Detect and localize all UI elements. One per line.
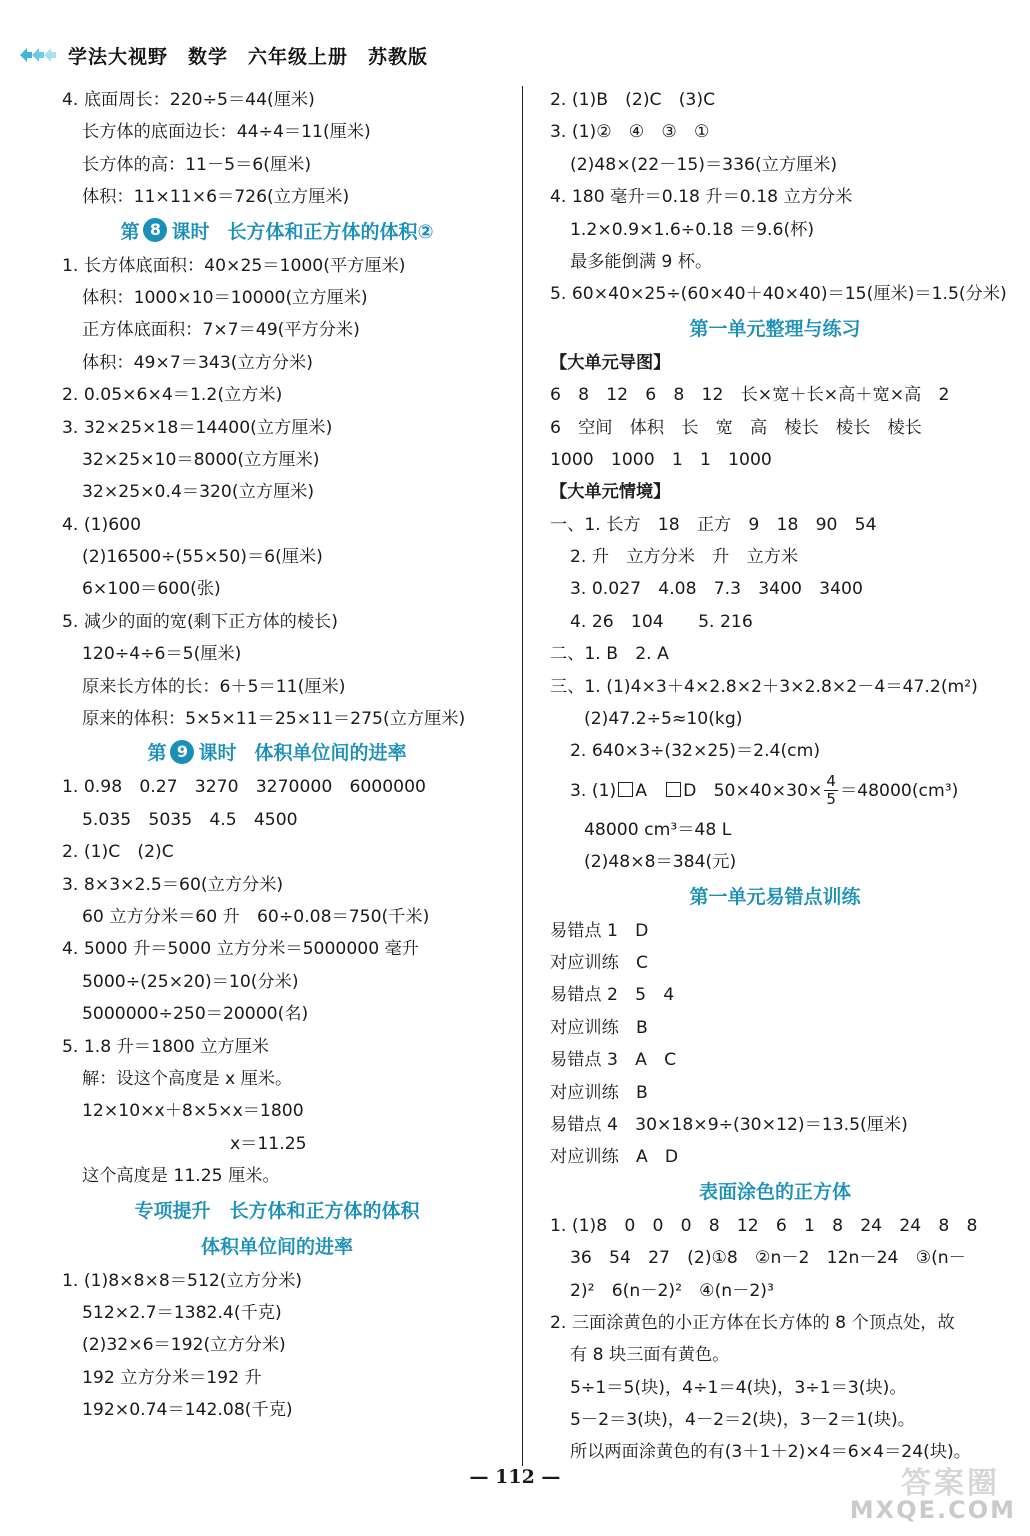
section-label: 【大单元导图】: [550, 352, 671, 373]
answer-line: 易错点 3 A C: [550, 1050, 677, 1071]
answer-line: 36 54 27 (2)①8 ②n－2 12n－24 ③(n－: [570, 1248, 966, 1269]
answer-line: 1. (1)8 0 0 0 8 12 6 1 8 24 24 8 8: [550, 1215, 978, 1236]
answer-line: 12×10×x＋8×5×x＝1800: [82, 1101, 304, 1122]
page-number: — 112 —: [469, 1466, 561, 1488]
watermark-logo-text: 答案圈: [901, 1466, 1000, 1501]
answer-line: 对应训练 A D: [550, 1147, 679, 1168]
section-label: 【大单元情境】: [550, 482, 671, 503]
answer-line: 5000÷(25×20)＝10(分米): [82, 971, 299, 992]
answer-line: 对应训练 B: [550, 1082, 648, 1103]
answer-line: 这个高度是 11.25 厘米。: [82, 1166, 280, 1187]
answer-line: 2. 0.05×6×4＝1.2(立方米): [62, 385, 283, 406]
column-divider: [522, 86, 523, 1466]
answer-line: 512×2.7＝1382.4(千克): [82, 1302, 282, 1323]
answer-line: 5÷1＝5(块)，4÷1＝4(块)，3÷1＝3(块)。: [570, 1377, 907, 1398]
left-column: [62, 84, 492, 1426]
fraction: [824, 773, 838, 808]
answer-line-with-fraction: [550, 768, 1000, 814]
answer-line: 2)² 6(n－2)² ④(n－2)³: [570, 1280, 774, 1301]
special-heading: 专项提升 长方体和正方体的体积: [134, 1199, 420, 1222]
answer-line: 3. 8×3×2.5＝60(立方分米): [62, 874, 284, 895]
painted-cube-heading: 表面涂色的正方体: [698, 1180, 851, 1203]
answer-line: 5.035 5035 4.5 4500: [82, 809, 298, 830]
answer-line: 3. 0.027 4.08 7.3 3400 3400: [570, 579, 863, 600]
lesson-prefix: 第: [120, 220, 140, 243]
unit-review-heading: 第一单元整理与练习: [689, 317, 861, 340]
text-part: A: [635, 780, 665, 801]
text-part: 3. (1): [570, 780, 617, 801]
answer-line: 二、1. B 2. A: [550, 644, 669, 665]
answer-line: 5－2＝3(块)，4－2＝2(块)，3－2＝1(块)。: [570, 1410, 915, 1431]
answer-line: 60 立方分米＝60 升 60÷0.08＝750(千米): [82, 906, 430, 927]
answer-line: 3. (1)② ④ ③ ①: [550, 122, 710, 143]
answer-line: 最多能倒满 9 杯。: [570, 251, 713, 272]
answer-line: 对应训练 B: [550, 1017, 648, 1038]
answer-line: 易错点 2 5 4: [550, 985, 675, 1006]
answer-line: (2)47.2÷5≈10(kg): [584, 709, 743, 730]
answer-line: 原来长方体的长：6＋5＝11(厘米): [82, 676, 346, 697]
answer-line: 5. 60×40×25÷(60×40＋40×40)＝15(厘米)＝1.5(分米): [550, 284, 1007, 305]
lesson-suffix: 课时: [171, 220, 210, 243]
answer-line: x＝11.25: [230, 1133, 307, 1154]
answer-line: 三、1. (1)4×3＋4×2.8×2＋3×2.8×2－4＝47.2(m²): [550, 676, 978, 697]
answer-line: 1.2×0.9×1.6÷0.18 ＝9.6(杯): [570, 219, 815, 240]
answer-line: (2)48×(22－15)＝336(立方厘米): [570, 154, 838, 175]
text-part: ＝48000(cm³): [839, 780, 959, 801]
answer-line: 48000 cm³＝48 L: [584, 819, 732, 840]
answer-line: 正方体底面积：7×7＝49(平方分米): [82, 320, 360, 341]
answer-line: 所以两面涂黄色的有(3＋1＋2)×4＝6×4＝24(块)。: [570, 1442, 971, 1463]
answer-line: 4. 底面周长：220÷5＝44(厘米): [62, 90, 315, 110]
answer-line: 有 8 块三面有黄色。: [570, 1345, 730, 1366]
checked-box-icon: [666, 782, 681, 797]
answer-line: 易错点 1 D: [550, 920, 649, 941]
answer-line: 2. 三面涂黄色的小正方体在长方体的 8 个顶点处，故: [550, 1312, 955, 1333]
answer-line: 1. 0.98 0.27 3270 3270000 6000000: [62, 777, 426, 798]
answer-line: (2)32×6＝192(立方分米): [82, 1335, 286, 1356]
answer-line: 4. (1)600: [62, 514, 142, 535]
answer-line: 4. 180 毫升＝0.18 升＝0.18 立方分米: [550, 187, 853, 208]
lesson-number-badge: 9: [170, 740, 194, 764]
lesson-title: 长方体和正方体的体积②: [227, 220, 434, 243]
lesson-number-badge: 8: [143, 218, 167, 242]
fraction-denominator: 5: [826, 790, 836, 809]
answer-line: 6 8 12 6 8 12 长×宽＋长×高＋宽×高 2: [550, 385, 950, 406]
answer-line: 5. 减少的面的宽(剩下正方体的棱长): [62, 611, 338, 632]
book-logo-icon: [18, 44, 58, 66]
page-header: [18, 40, 428, 70]
answer-line: 体积：11×11×6＝726(立方厘米): [82, 187, 350, 208]
answer-line: 2. (1)C (2)C: [62, 842, 174, 863]
answer-line: 体积：49×7＝343(立方分米): [82, 352, 313, 373]
answer-line: 2. 升 立方分米 升 立方米: [570, 547, 799, 568]
right-column: [550, 84, 1007, 1469]
error-training-heading: 第一单元易错点训练: [689, 885, 861, 908]
lesson-suffix: 课时: [198, 742, 237, 765]
fraction-numerator: 4: [826, 772, 836, 791]
answer-line: 1. (1)8×8×8＝512(立方分米): [62, 1270, 302, 1291]
answer-line: 5000000÷250＝20000(名): [82, 1004, 309, 1025]
book-title: 学法大视野 数学 六年级上册 苏教版: [68, 45, 429, 68]
answer-line: 192 立方分米＝192 升: [82, 1367, 262, 1388]
answer-line: (2)48×8＝384(元): [584, 852, 737, 873]
answer-line: 原来的体积：5×5×11＝25×11＝275(立方厘米): [82, 709, 466, 730]
lesson-title: 体积单位间的进率: [254, 742, 407, 765]
text-part: D 50×40×30×: [683, 780, 823, 801]
special-subheading: 体积单位间的进率: [200, 1235, 353, 1258]
answer-line: 5. 1.8 升＝1800 立方厘米: [62, 1036, 269, 1057]
answer-line: 4. 26 104 5. 216: [570, 611, 753, 632]
answer-line: 32×25×10＝8000(立方厘米): [82, 449, 320, 470]
answer-line: 长方体的高：11－5＝6(厘米): [82, 154, 312, 175]
lesson-prefix: 第: [147, 742, 167, 765]
answer-line: 32×25×0.4＝320(立方厘米): [82, 482, 315, 503]
answer-line: 解：设这个高度是 x 厘米。: [82, 1068, 293, 1089]
answer-line: 192×0.74＝142.08(千克): [82, 1400, 293, 1421]
answer-line: 对应训练 C: [550, 952, 648, 973]
answer-line: 2. (1)B (2)C (3)C: [550, 90, 716, 110]
answer-line: 4. 5000 升＝5000 立方分米＝5000000 毫升: [62, 939, 419, 960]
answer-line: 易错点 4 30×18×9÷(30×12)＝13.5(厘米): [550, 1114, 908, 1135]
lesson-heading-8: [62, 214, 492, 250]
answer-line: 6×100＝600(张): [82, 579, 221, 600]
answer-line: 1000 1000 1 1 1000: [550, 449, 772, 470]
watermark-url: MXQE.COM: [849, 1496, 1016, 1524]
answer-line: 长方体的底面边长：44÷4＝11(厘米): [82, 122, 371, 143]
site-watermark: [842, 1456, 1022, 1528]
answer-line: 2. 640×3÷(32×25)＝2.4(cm): [570, 741, 821, 762]
answer-line: (2)16500÷(55×50)＝6(厘米): [82, 547, 323, 568]
answer-line: 120÷4÷6＝5(厘米): [82, 644, 242, 665]
answer-line: 3. 32×25×18＝14400(立方厘米): [62, 417, 333, 438]
answer-line: 1. 长方体底面积：40×25＝1000(平方厘米): [62, 255, 406, 276]
checked-box-icon: [618, 782, 633, 797]
lesson-heading-9: [62, 735, 492, 771]
answer-line: 一、1. 长方 18 正方 9 18 90 54: [550, 514, 877, 535]
answer-line: 体积：1000×10＝10000(立方厘米): [82, 287, 368, 308]
answer-line: 6 空间 体积 长 宽 高 棱长 棱长 棱长: [550, 417, 922, 438]
